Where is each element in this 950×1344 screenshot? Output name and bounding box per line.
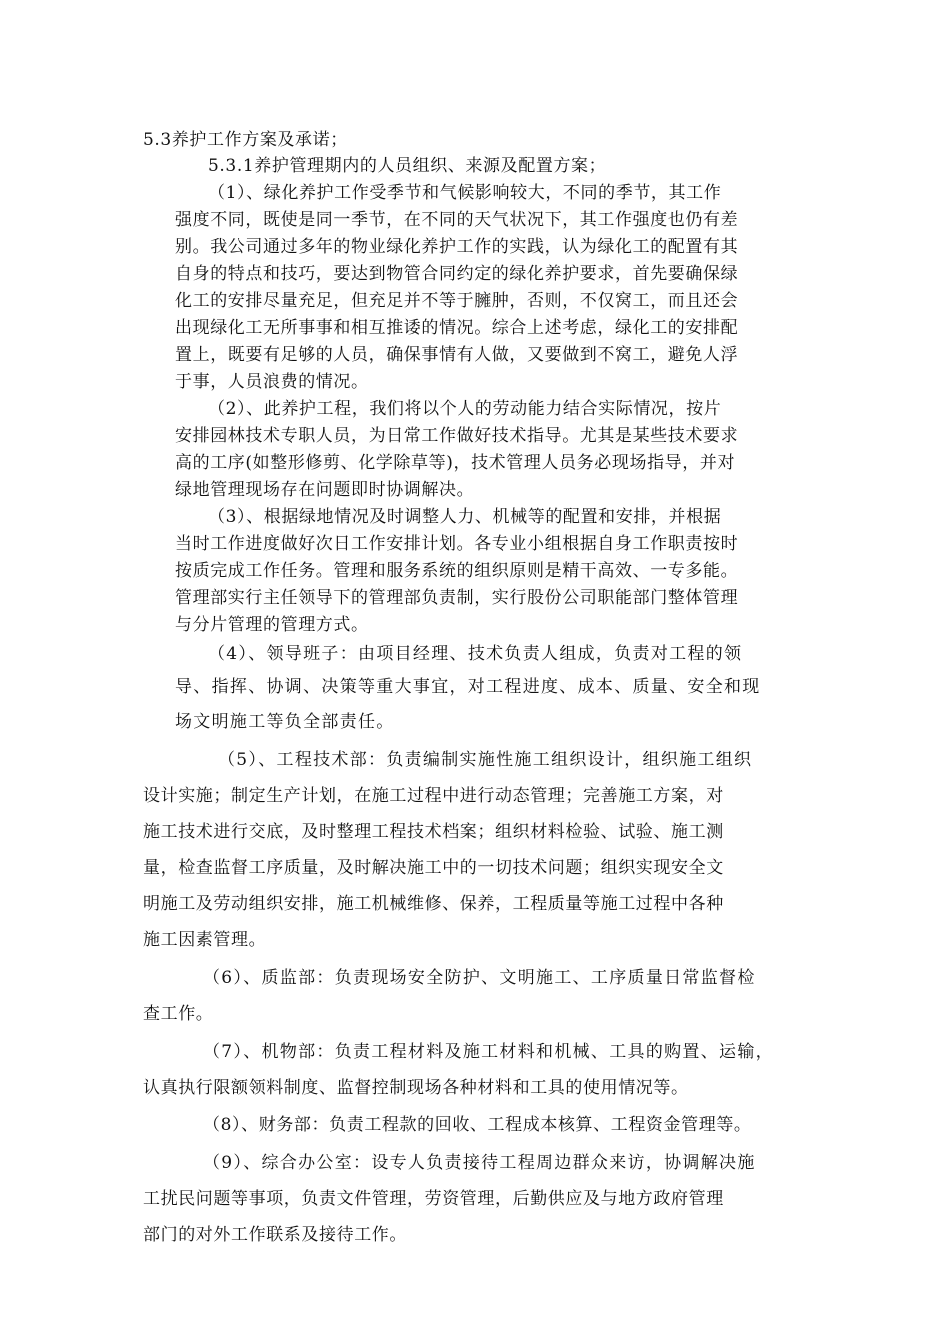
paragraph-1-line-2: 强度不同，既使是同一季节，在不同的天气状况下，其工作强度也仍有差 bbox=[175, 210, 739, 230]
paragraph-3-line-5: 与分片管理的管理方式。 bbox=[175, 615, 369, 635]
paragraph-1-line-4: 自身的特点和技巧，要达到物管合同约定的绿化养护要求，首先要确保绿 bbox=[175, 264, 739, 284]
paragraph-2-line-2: 安排园林技术专职人员，为日常工作做好技术指导。尤其是某些技术要求 bbox=[175, 426, 739, 446]
paragraph-4-line-1: （4）、领导班子：由项目经理、技术负责人组成，负责对工程的领 bbox=[208, 644, 743, 664]
paragraph-3-line-2: 当时工作进度做好次日工作安排计划。各专业小组根据自身工作职责按时 bbox=[175, 534, 739, 554]
paragraph-1-line-8: 于事，人员浪费的情况。 bbox=[175, 372, 369, 392]
paragraph-2-line-1: （2）、此养护工程，我们将以个人的劳动能力结合实际情况，按片 bbox=[208, 399, 722, 419]
paragraph-4-line-2: 导、指挥、协调、决策等重大事宜，对工程进度、成本、质量、安全和现 bbox=[175, 677, 761, 697]
paragraph-3-line-4: 管理部实行主任领导下的管理部负责制，实行股份公司职能部门整体管理 bbox=[175, 588, 739, 608]
paragraph-6-line-1: （6）、质监部：负责现场安全防护、文明施工、工序质量日常监督检 bbox=[203, 968, 756, 988]
paragraph-1-line-6: 出现绿化工无所事事和相互推诿的情况。综合上述考虑，绿化工的安排配 bbox=[175, 318, 739, 338]
paragraph-5-line-2: 设计实施；制定生产计划，在施工过程中进行动态管理；完善施工方案，对 bbox=[143, 786, 724, 806]
section-heading: 5.3养护工作方案及承诺； bbox=[143, 130, 348, 150]
paragraph-5-line-1: （5）、工程技术部：负责编制实施性施工组织设计，组织施工组织 bbox=[218, 750, 753, 770]
paragraph-3-line-3: 按质完成工作任务。管理和服务系统的组织原则是精干高效、一专多能。 bbox=[175, 561, 739, 581]
paragraph-4-line-3: 场文明施工等负全部责任。 bbox=[175, 712, 395, 732]
paragraph-2-line-4: 绿地管理现场存在问题即时协调解决。 bbox=[175, 480, 475, 500]
paragraph-8-line-1: （8）、财务部：负责工程款的回收、工程成本核算、工程资金管理等。 bbox=[203, 1115, 752, 1135]
paragraph-9-line-3: 部门的对外工作联系及接待工作。 bbox=[143, 1225, 407, 1245]
paragraph-3-line-1: （3）、根据绿地情况及时调整人力、机械等的配置和安排，并根据 bbox=[208, 507, 722, 527]
paragraph-1-line-1: （1）、绿化养护工作受季节和气候影响较大，不同的季节，其工作 bbox=[208, 183, 722, 203]
paragraph-9-line-1: （9）、综合办公室：设专人负责接待工程周边群众来访，协调解决施 bbox=[203, 1153, 756, 1173]
subsection-heading: 5.3.1养护管理期内的人员组织、来源及配置方案； bbox=[208, 156, 607, 176]
paragraph-7-line-2: 认真执行限额领料制度、监督控制现场各种材料和工具的使用情况等。 bbox=[143, 1078, 689, 1098]
paragraph-2-line-3: 高的工序(如整形修剪、化学除草等)，技术管理人员务必现场指导，并对 bbox=[175, 453, 736, 473]
paragraph-5-line-3: 施工技术进行交底，及时整理工程技术档案；组织材料检验、试验、施工测 bbox=[143, 822, 724, 842]
paragraph-1-line-3: 别。我公司通过多年的物业绿化养护工作的实践，认为绿化工的配置有其 bbox=[175, 237, 739, 257]
paragraph-5-line-5: 明施工及劳动组织安排，施工机械维修、保养，工程质量等施工过程中各种 bbox=[143, 894, 724, 914]
paragraph-9-line-2: 工扰民问题等事项，负责文件管理，劳资管理，后勤供应及与地方政府管理 bbox=[143, 1189, 724, 1209]
paragraph-1-line-5: 化工的安排尽量充足，但充足并不等于臃肿，否则，不仅窝工，而且还会 bbox=[175, 291, 739, 311]
paragraph-5-line-4: 量，检查监督工序质量，及时解决施工中的一切技术问题；组织实现安全文 bbox=[143, 858, 724, 878]
paragraph-6-line-2: 查工作。 bbox=[143, 1004, 214, 1024]
paragraph-5-line-6: 施工因素管理。 bbox=[143, 930, 267, 950]
paragraph-7-line-1: （7）、机物部：负责工程材料及施工材料和机械、工具的购置、运输， bbox=[203, 1042, 774, 1062]
paragraph-1-line-7: 置上，既要有足够的人员，确保事情有人做，又要做到不窝工，避免人浮 bbox=[175, 345, 739, 365]
